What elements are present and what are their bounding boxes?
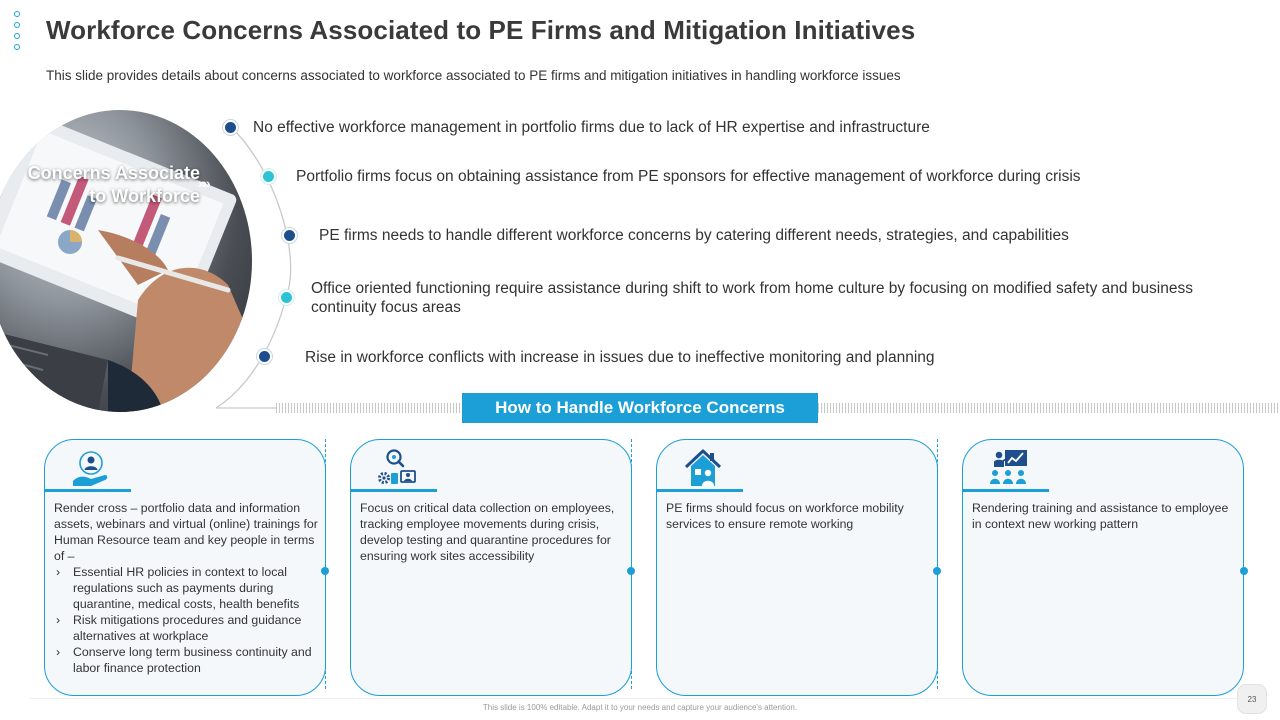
concern-bullet-2-dot bbox=[263, 171, 274, 182]
card-3-text: PE firms should focus on workforce mobility services to ensure remote working bbox=[666, 501, 904, 531]
banner-stripes-right bbox=[818, 403, 1278, 413]
card-1-underline bbox=[45, 489, 131, 492]
card-1-divider-dot bbox=[321, 567, 329, 575]
human-resource-icon bbox=[71, 448, 111, 488]
double-chevron-right-icon: »» bbox=[198, 175, 208, 191]
card-1-text bbox=[54, 500, 318, 676]
concern-item-2: Portfolio firms focus on obtaining assistance from PE sponsors for effective management of workforce during crisis bbox=[296, 168, 1081, 185]
concerns-label-line1: Concerns Associate bbox=[27, 163, 200, 183]
concern-bullet-3-dot bbox=[284, 230, 295, 241]
footer-note: This slide is 100% editable. Adapt it to your needs and capture your audience's attention. bbox=[482, 703, 798, 712]
card-2-divider-dot bbox=[627, 567, 635, 575]
card-3-divider-dot bbox=[933, 567, 941, 575]
concerns-photo bbox=[0, 110, 252, 412]
data-analysis-icon bbox=[377, 448, 417, 488]
concern-bullet-5-dot bbox=[259, 351, 270, 362]
page-title: Workforce Concerns Associated to PE Firms and Mitigation Initiatives bbox=[46, 15, 916, 45]
concern-item-3: PE firms needs to handle different workforce concerns by catering different needs, strategies, and capabilities bbox=[319, 227, 1069, 244]
card-1-bullet-list bbox=[54, 564, 318, 676]
card-2-underline bbox=[351, 489, 437, 492]
section-banner: How to Handle Workforce Concerns bbox=[462, 393, 818, 423]
card-4-underline bbox=[963, 489, 1049, 492]
footer-divider bbox=[30, 698, 1250, 699]
page-number: 23 bbox=[1237, 684, 1267, 714]
concern-bullet-4-dot bbox=[281, 292, 292, 303]
card-4-divider-dot bbox=[1240, 567, 1248, 575]
page-subtitle: This slide provides details about concerns associated to workforce associated to PE firms and mitigation initiatives in handling workforce issues bbox=[46, 68, 901, 83]
concerns-label bbox=[0, 162, 200, 208]
card-3-dashed-divider bbox=[937, 439, 938, 689]
tablet-illustration bbox=[0, 110, 252, 412]
card-2-text: Focus on critical data collection on employees, tracking employee movements during crisis, develop testing and quarantine procedures for ensuring work sites accessibility bbox=[360, 501, 615, 563]
mitigation-card-3 bbox=[656, 439, 938, 696]
mitigation-card-1 bbox=[44, 439, 326, 696]
card-3-underline bbox=[657, 489, 743, 492]
concerns-label-line2: to Workforce bbox=[89, 186, 200, 206]
remote-work-home-icon bbox=[683, 448, 723, 488]
card-2-dashed-divider bbox=[631, 439, 632, 689]
training-presentation-icon bbox=[989, 448, 1029, 488]
concern-item-4: Office oriented functioning require assistance during shift to work from home culture by focusing on modified safety and business continuity focus areas bbox=[311, 280, 1193, 316]
concern-item-5: Rise in workforce conflicts with increase in issues due to ineffective monitoring and planning bbox=[305, 349, 935, 366]
concern-item-1: No effective workforce management in portfolio firms due to lack of HR expertise and infrastructure bbox=[253, 119, 930, 136]
card-1-dashed-divider bbox=[325, 439, 326, 689]
list-item: › Conserve long term business continuity and labor finance protection bbox=[54, 644, 318, 676]
list-item: › Risk mitigations procedures and guidance alternatives at workplace bbox=[54, 612, 318, 644]
mitigation-card-4 bbox=[962, 439, 1244, 696]
card-4-text: Rendering training and assistance to employee in context new working pattern bbox=[972, 501, 1229, 531]
decorative-dots bbox=[14, 11, 22, 55]
list-item: › Essential HR policies in context to local regulations such as payments during quarantine, medical costs, health benefits bbox=[54, 564, 318, 612]
concern-bullet-1-dot bbox=[225, 122, 236, 133]
mitigation-card-2 bbox=[350, 439, 632, 696]
banner-stripes-left bbox=[276, 403, 462, 413]
card-1-intro: Render cross – portfolio data and information assets, webinars and virtual (online) trainings for Human Resource team and key people in terms of – bbox=[54, 501, 318, 563]
